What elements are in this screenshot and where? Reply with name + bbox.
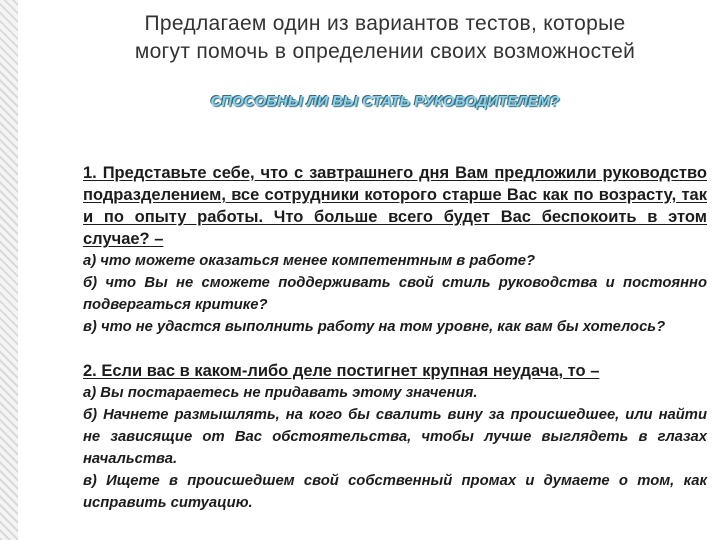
page-title [60, 10, 710, 66]
page-title-line-1: Предлагаем один из вариантов тестов, которые [144, 12, 626, 35]
spacer [83, 338, 707, 360]
question-1: 1. Представьте себе, что с завтрашнего дня Вам предложили руководство подразделением, все сотрудники которого старше Вас как по возрасту, так и по опыту работы. Что больше всего будет Вас беспокоить в этом случае? – [83, 164, 707, 248]
question-2-answer-c: в) Ищете в происшедшем свой собственный промах и думаете о том, как исправить ситуацию. [83, 473, 707, 511]
test-content [83, 162, 707, 514]
question-2-answer-a: а) Вы постараетесь не придавать этому значения. [83, 385, 478, 401]
question-1-answer-b: б) что Вы не сможете поддерживать свой стиль руководства и постоянно подвергаться критике? [83, 275, 707, 313]
test-subtitle: СПОСОБНЫ ЛИ ВЫ СТАТЬ РУКОВОДИТЕЛЕМ? [210, 93, 560, 110]
question-1-answer-c: в) что не удастся выполнить работу на том уровне, как вам бы хотелось? [83, 319, 666, 335]
question-1-answer-a: а) что можете оказаться менее компетентным в работе? [83, 253, 536, 269]
question-2-answer-b: б) Начнете размышлять, на кого бы свалить вину за происшедшее, или найти не зависящие от Вас обстоятельства, чтобы лучше выглядеть в глазах начальства. [83, 407, 707, 467]
question-2: 2. Если вас в каком-либо деле постигнет крупная неудача, то – [83, 362, 600, 380]
page-title-line-2: могут помочь в определении своих возможностей [134, 40, 636, 63]
decorative-stripe [0, 0, 18, 540]
